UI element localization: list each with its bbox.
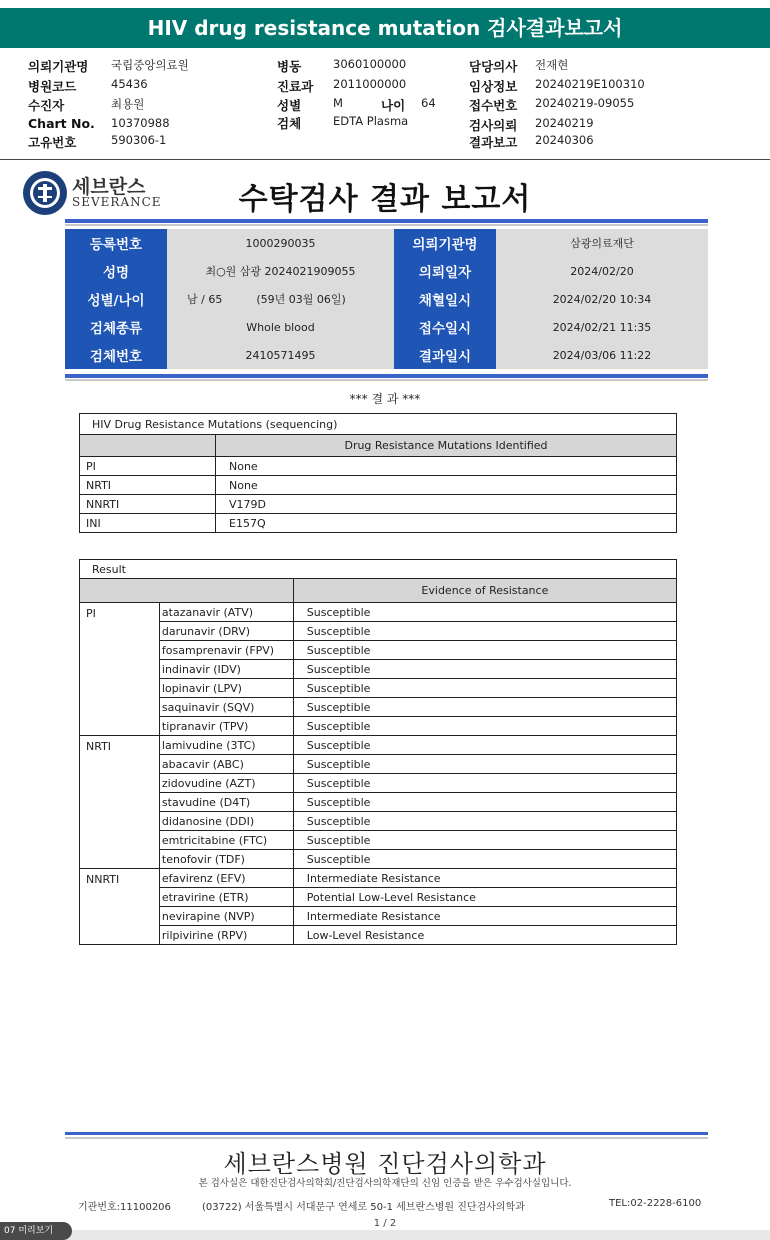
ward-value: 3060100000 (333, 57, 407, 71)
table-row (80, 603, 677, 622)
age-label: 나이 (381, 98, 406, 113)
drug-class-cell: NNRTI (80, 495, 216, 514)
table-row (80, 850, 677, 869)
table-row (80, 774, 677, 793)
page-number: 1 / 2 (373, 1218, 397, 1229)
hospital-code-value: 45436 (111, 77, 148, 91)
evidence-cell: Susceptible (293, 660, 676, 679)
chart-no-value: 10370988 (111, 116, 170, 130)
info-key: 결과일시 (394, 341, 496, 369)
sex-age-value: 남 / 65 (187, 293, 223, 306)
drug-class-cell: NRTI (80, 476, 216, 495)
table-row (80, 869, 677, 888)
request-label: 검사의뢰 (469, 118, 518, 133)
severance-emblem-icon (22, 170, 68, 216)
drug-name-cell: etravirine (ETR) (159, 888, 293, 907)
info-rule-gray (65, 379, 708, 381)
table-row (80, 514, 677, 533)
doctor-label: 담당의사 (469, 59, 518, 74)
footer-rule-gray (65, 1137, 708, 1139)
footer-accreditation-note: 본 검사실은 대한진단검사의학회/진단검사의학재단의 신임 인증을 받은 우수검사실입니다. (198, 1178, 572, 1189)
unique-no-value: 590306-1 (111, 133, 167, 147)
evidence-cell: Intermediate Resistance (293, 907, 676, 926)
drug-class-cell: PI (80, 603, 160, 736)
mutations-table (79, 413, 677, 533)
evidence-cell: Susceptible (293, 831, 676, 850)
header-divider (0, 159, 770, 160)
patient-value: 최용원 (111, 97, 145, 111)
document-title: 수탁검사 결과 보고서 (238, 182, 532, 217)
institution-value: 국립중앙의료원 (111, 58, 189, 72)
drug-name-cell: darunavir (DRV) (159, 622, 293, 641)
request-value: 20240219 (535, 116, 594, 130)
title-rule-blue (65, 219, 708, 223)
viewer-bottom-strip (0, 1230, 770, 1240)
info-value: Whole blood (167, 313, 394, 341)
drug-class-cell: NRTI (80, 736, 160, 869)
drug-name-cell: didanosine (DDI) (159, 812, 293, 831)
sex-value: M (333, 96, 343, 110)
resistance-results-table (79, 559, 677, 945)
logo-english-text: SEVERANCE (72, 195, 162, 209)
evidence-cell: Susceptible (293, 812, 676, 831)
info-value: 2024/02/20 (496, 257, 708, 285)
info-key: 검체번호 (65, 341, 167, 369)
info-value: 최○원 삼광 2024021909055 (167, 257, 394, 285)
table-row (80, 831, 677, 850)
info-row (65, 341, 708, 369)
ward-label: 병동 (277, 59, 302, 74)
info-key: 성명 (65, 257, 167, 285)
table-row (80, 755, 677, 774)
footer-department-title: 세브란스병원 진단검사의학과 (223, 1150, 547, 1178)
evidence-cell: Susceptible (293, 698, 676, 717)
info-key: 접수일시 (394, 313, 496, 341)
table-caption-row (80, 560, 677, 579)
mutation-value-cell: E157Q (216, 514, 677, 533)
title-rule-gray (65, 224, 708, 226)
evidence-cell: Susceptible (293, 641, 676, 660)
table-row (80, 698, 677, 717)
drug-name-cell: emtricitabine (FTC) (159, 831, 293, 850)
evidence-cell: Susceptible (293, 774, 676, 793)
table-row (80, 926, 677, 945)
evidence-cell: Low-Level Resistance (293, 926, 676, 945)
info-key: 검체종류 (65, 313, 167, 341)
footer-telephone: TEL:02-2228-6100 (609, 1198, 702, 1209)
evidence-cell: Susceptible (293, 850, 676, 869)
evidence-cell: Susceptible (293, 717, 676, 736)
specimen-info-table (65, 229, 708, 369)
receipt-value: 20240219-09055 (535, 96, 635, 110)
info-row (65, 229, 708, 257)
table-row (80, 457, 677, 476)
info-key: 의뢰기관명 (394, 229, 496, 257)
doctor-value: 전재현 (535, 58, 569, 72)
mutations-caption: HIV Drug Resistance Mutations (sequencing) (80, 414, 677, 435)
drug-name-cell: stavudine (D4T) (159, 793, 293, 812)
specimen-label: 검체 (277, 116, 302, 131)
drug-class-cell: PI (80, 457, 216, 476)
info-row (65, 285, 708, 313)
results-caption: Result (80, 560, 677, 579)
evidence-cell: Intermediate Resistance (293, 869, 676, 888)
table-row (80, 907, 677, 926)
logo-korean-text: 세브란스 (72, 176, 146, 198)
footer-org-number: 기관번호:11100206 (78, 1202, 171, 1213)
table-header-row (80, 435, 677, 457)
evidence-cell: Susceptible (293, 622, 676, 641)
result-heading: *** 결 과 *** (349, 392, 421, 406)
header-blank-cell (80, 579, 294, 603)
age-value: 64 (421, 96, 436, 110)
table-row (80, 660, 677, 679)
report-date-value: 20240306 (535, 133, 594, 147)
table-row (80, 679, 677, 698)
birth-date-value: (59년 03월 06일) (256, 293, 346, 306)
drug-name-cell: indinavir (IDV) (159, 660, 293, 679)
info-value: 삼광의료재단 (496, 229, 708, 257)
drug-class-cell: NNRTI (80, 869, 160, 945)
drug-name-cell: abacavir (ABC) (159, 755, 293, 774)
table-row (80, 793, 677, 812)
chart-no-label: Chart No. (28, 116, 95, 131)
drug-name-cell: tenofovir (TDF) (159, 850, 293, 869)
dept-label: 진료과 (277, 79, 314, 94)
info-value: 2024/02/20 10:34 (496, 285, 708, 313)
dept-value: 2011000000 (333, 77, 407, 91)
drug-name-cell: rilpivirine (RPV) (159, 926, 293, 945)
evidence-cell: Susceptible (293, 679, 676, 698)
drug-name-cell: lopinavir (LPV) (159, 679, 293, 698)
table-row (80, 495, 677, 514)
drug-name-cell: lamivudine (3TC) (159, 736, 293, 755)
table-row (80, 888, 677, 907)
info-value (167, 285, 394, 313)
preview-tab[interactable]: 07 미리보기 (0, 1222, 72, 1240)
info-row (65, 313, 708, 341)
info-key: 의뢰일자 (394, 257, 496, 285)
table-header-row (80, 579, 677, 603)
evidence-cell: Susceptible (293, 603, 676, 622)
clinical-value: 20240219E100310 (535, 77, 645, 91)
institution-label: 의뢰기관명 (28, 59, 89, 74)
mutation-value-cell: V179D (216, 495, 677, 514)
info-key: 등록번호 (65, 229, 167, 257)
drug-name-cell: atazanavir (ATV) (159, 603, 293, 622)
table-caption-row (80, 414, 677, 435)
drug-name-cell: tipranavir (TPV) (159, 717, 293, 736)
info-rule-blue (65, 374, 708, 378)
severance-logo (22, 170, 162, 216)
drug-name-cell: zidovudine (AZT) (159, 774, 293, 793)
info-row (65, 257, 708, 285)
drug-name-cell: fosamprenavir (FPV) (159, 641, 293, 660)
info-value: 2024/03/06 11:22 (496, 341, 708, 369)
mutations-column-header: Drug Resistance Mutations Identified (216, 435, 677, 457)
evidence-cell: Susceptible (293, 755, 676, 774)
report-date-label: 결과보고 (469, 135, 518, 150)
info-value: 2410571495 (167, 341, 394, 369)
info-value: 1000290035 (167, 229, 394, 257)
evidence-column-header: Evidence of Resistance (293, 579, 676, 603)
info-key: 채혈일시 (394, 285, 496, 313)
sex-label: 성별 (277, 98, 302, 113)
hospital-code-label: 병원코드 (28, 79, 77, 94)
clinical-label: 임상정보 (469, 79, 518, 94)
evidence-cell: Susceptible (293, 793, 676, 812)
footer-address: (03722) 서울특별시 서대문구 연세로 50-1 세브란스병원 진단검사의학과 (202, 1202, 525, 1213)
info-value: 2024/02/21 11:35 (496, 313, 708, 341)
unique-no-label: 고유번호 (28, 135, 77, 150)
drug-name-cell: saquinavir (SQV) (159, 698, 293, 717)
footer-rule-blue (65, 1132, 708, 1135)
header-blank-cell (80, 435, 216, 457)
table-row (80, 622, 677, 641)
table-row (80, 717, 677, 736)
evidence-cell: Potential Low-Level Resistance (293, 888, 676, 907)
evidence-cell: Susceptible (293, 736, 676, 755)
drug-name-cell: efavirenz (EFV) (159, 869, 293, 888)
table-row (80, 476, 677, 495)
drug-name-cell: nevirapine (NVP) (159, 907, 293, 926)
receipt-label: 접수번호 (469, 98, 518, 113)
info-key: 성별/나이 (65, 285, 167, 313)
report-title-bar: HIV drug resistance mutation 검사결과보고서 (0, 8, 770, 48)
table-row (80, 736, 677, 755)
table-row (80, 641, 677, 660)
mutation-value-cell: None (216, 476, 677, 495)
patient-label: 수진자 (28, 98, 65, 113)
table-row (80, 812, 677, 831)
mutation-value-cell: None (216, 457, 677, 476)
drug-class-cell: INI (80, 514, 216, 533)
specimen-value: EDTA Plasma (333, 114, 409, 128)
